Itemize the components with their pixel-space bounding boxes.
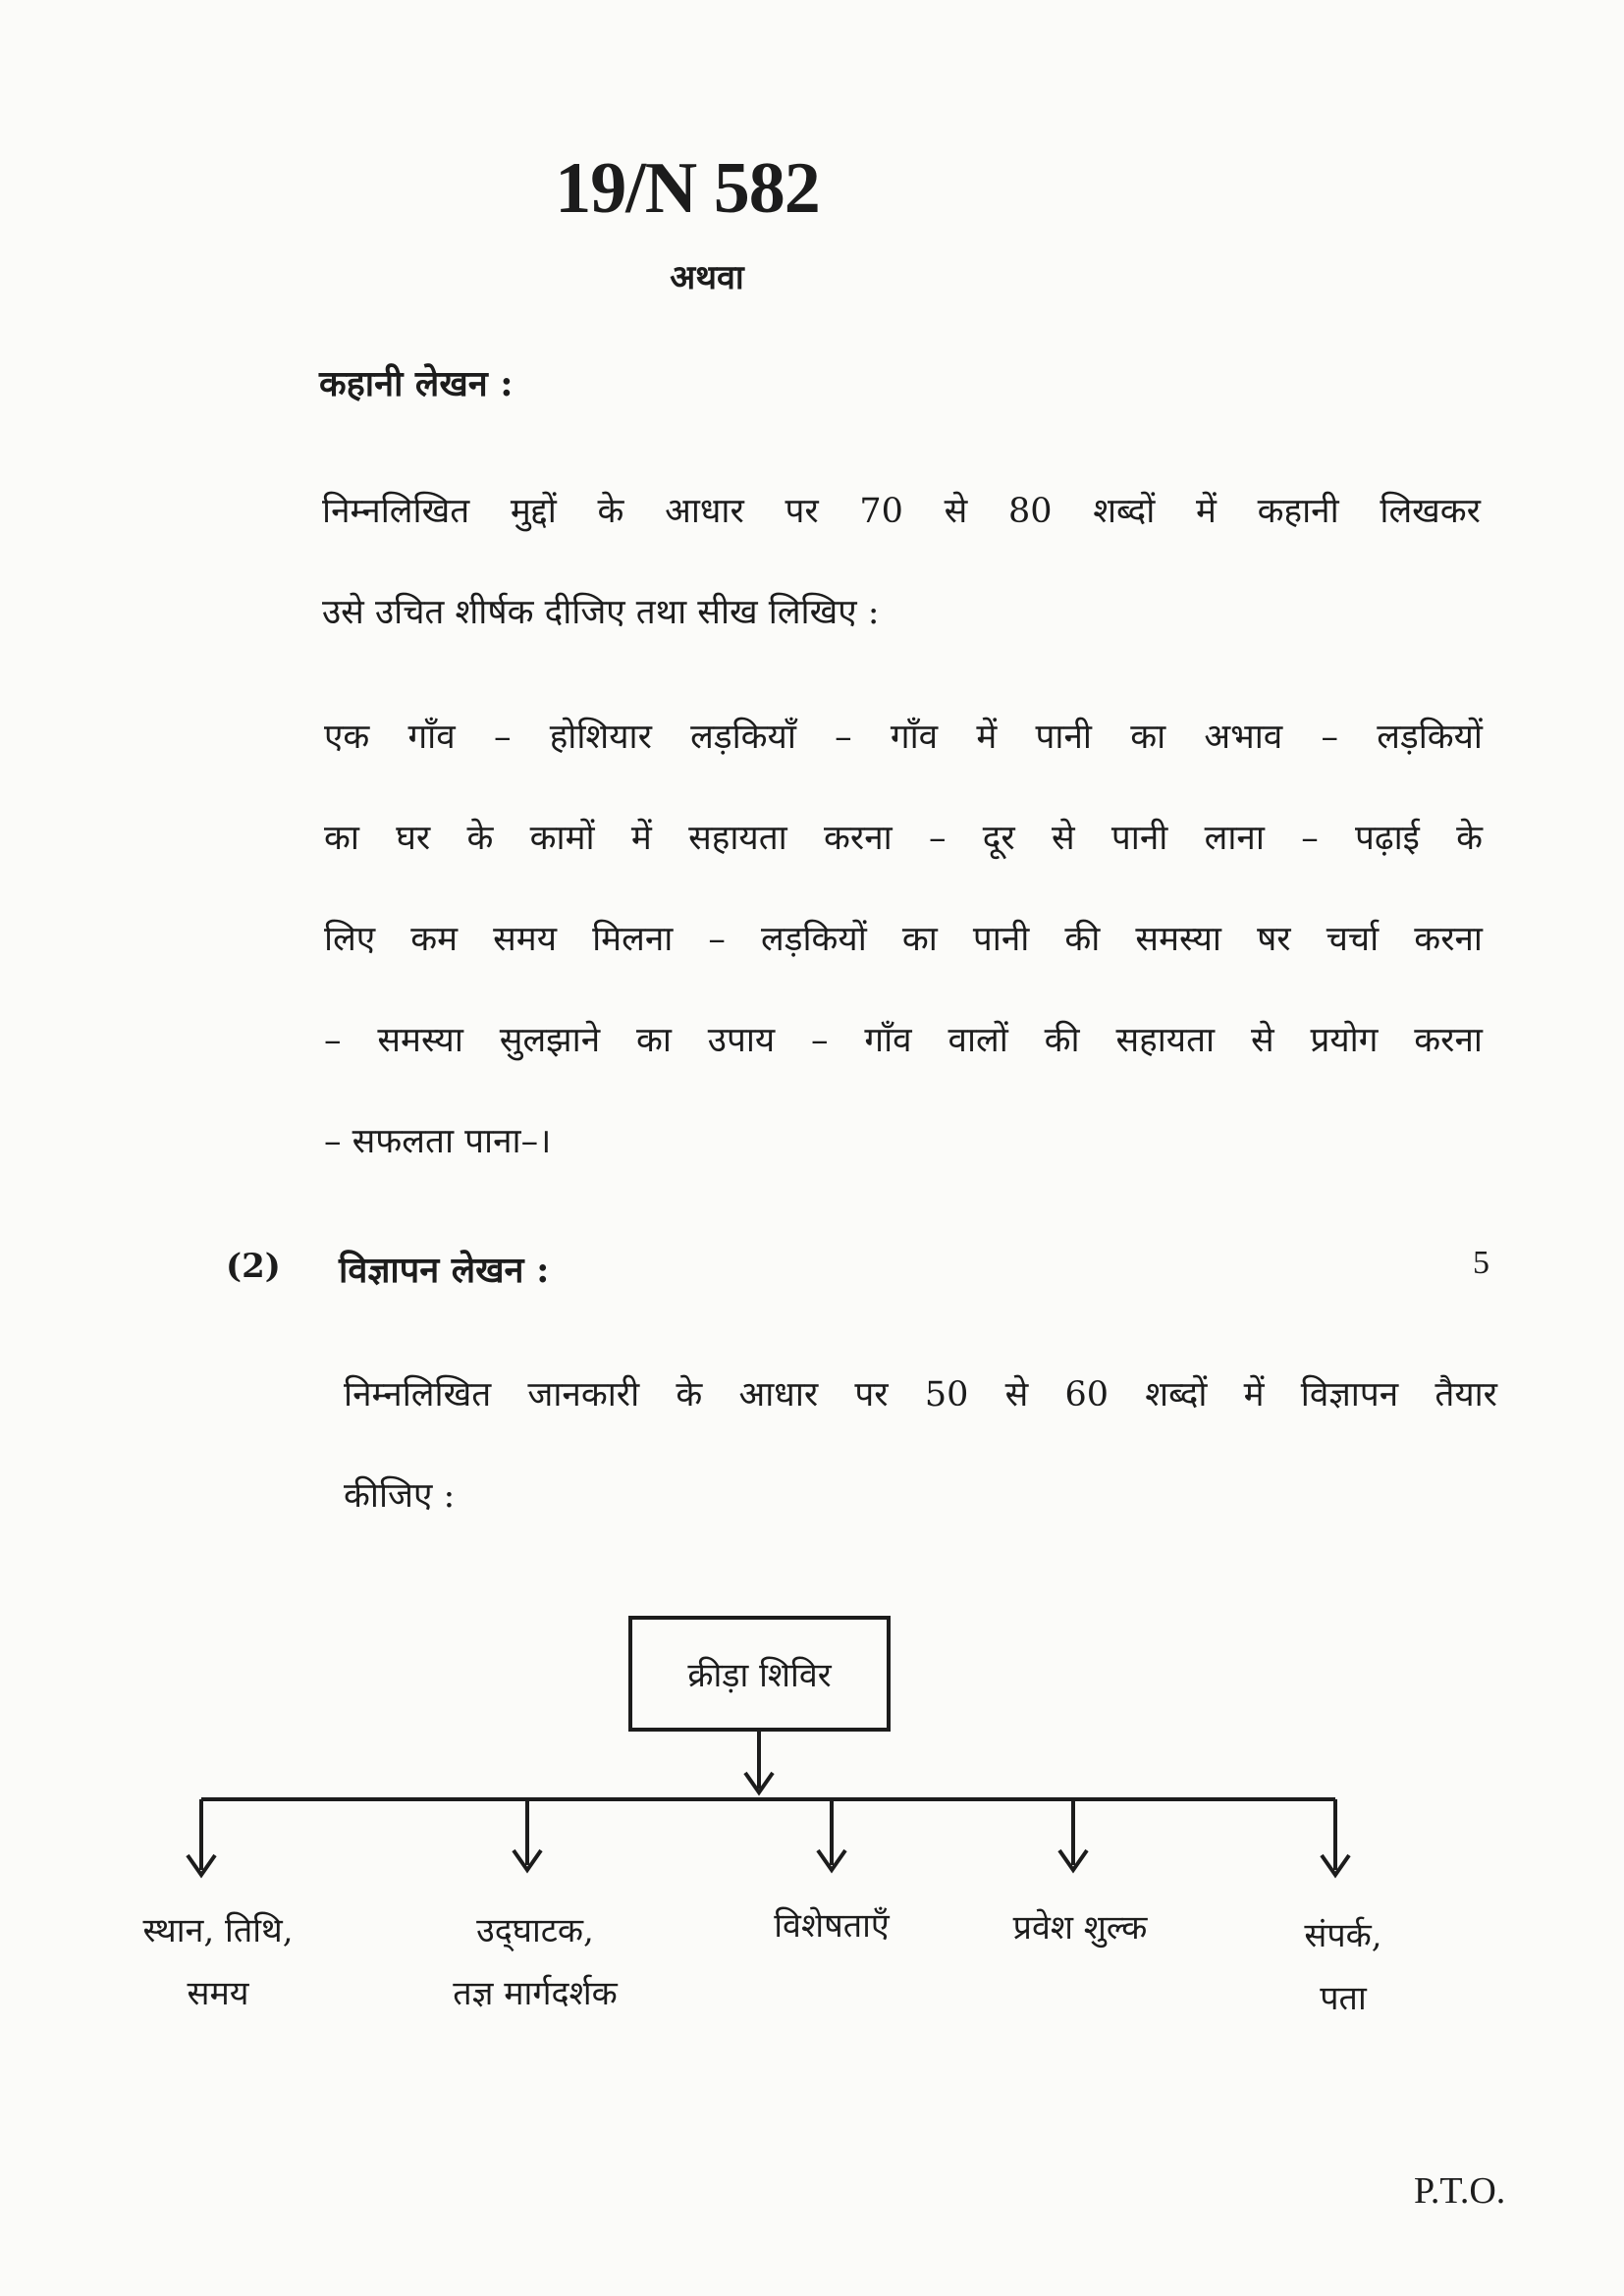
branch-label-line: प्रवेश शुल्क xyxy=(1012,1908,1148,1948)
paper-code: 19/N 582 xyxy=(555,148,820,229)
story-instruction-line: निम्नलिखित मुद्दों के आधार पर 70 से 80 शब्दों में कहानी लिखकर xyxy=(322,492,1481,531)
branch-label-line: पता xyxy=(1320,1979,1367,2018)
story-points-line: लिए कम समय मिलना – लड़कियों का पानी की समस्या षर चर्चा करना xyxy=(324,920,1483,959)
or-label: अथवा xyxy=(670,258,744,297)
story-points-line: – सफलता पाना–। xyxy=(324,1122,552,1161)
branch-label-line: तज्ञ मार्गदर्शक xyxy=(453,1974,618,2013)
page-turn-note: P.T.O. xyxy=(1414,2170,1506,2212)
advert-heading: विज्ञापन लेखन : xyxy=(339,1250,550,1291)
diagram-top-box xyxy=(628,1616,891,1732)
branch-label-line: संपर्क, xyxy=(1304,1916,1382,1955)
branch-label xyxy=(81,1899,355,2025)
branch-label-line: स्थान, तिथि, xyxy=(142,1911,294,1950)
branch-label xyxy=(398,1899,673,2025)
branch-label xyxy=(1206,1904,1481,2030)
branch-label-line: उद्‌घाटक, xyxy=(476,1911,594,1950)
marks: 5 xyxy=(1473,1245,1489,1281)
story-heading: कहानी लेखन : xyxy=(319,363,514,404)
question-number: (2) xyxy=(226,1247,281,1286)
diagram-top-label: क्रीड़ा शिविर xyxy=(687,1656,832,1695)
story-points-line: एक गाँव – होशियार लड़कियाँ – गाँव में पानी का अभाव – लड़कियों xyxy=(324,718,1483,757)
branch-label xyxy=(694,1895,969,1957)
branch-label-line: समय xyxy=(187,1974,249,2013)
story-points-line: – समस्या सुलझाने का उपाय – गाँव वालों की सहायता से प्रयोग करना xyxy=(324,1021,1483,1060)
story-points-line: का घर के कामों में सहायता करना – दूर से पानी लाना – पढ़ाई के xyxy=(324,819,1483,858)
advert-instruction-line: निम्नलिखित जानकारी के आधार पर 50 से 60 शब्दों में विज्ञापन तैयार xyxy=(344,1375,1497,1415)
branch-label-line: विशेषताएँ xyxy=(774,1906,890,1946)
story-instruction-line: उसे उचित शीर्षक दीजिए तथा सीख लिखिए : xyxy=(322,593,880,632)
advert-instruction-line: कीजिए : xyxy=(344,1476,456,1516)
branch-label xyxy=(943,1896,1218,1959)
